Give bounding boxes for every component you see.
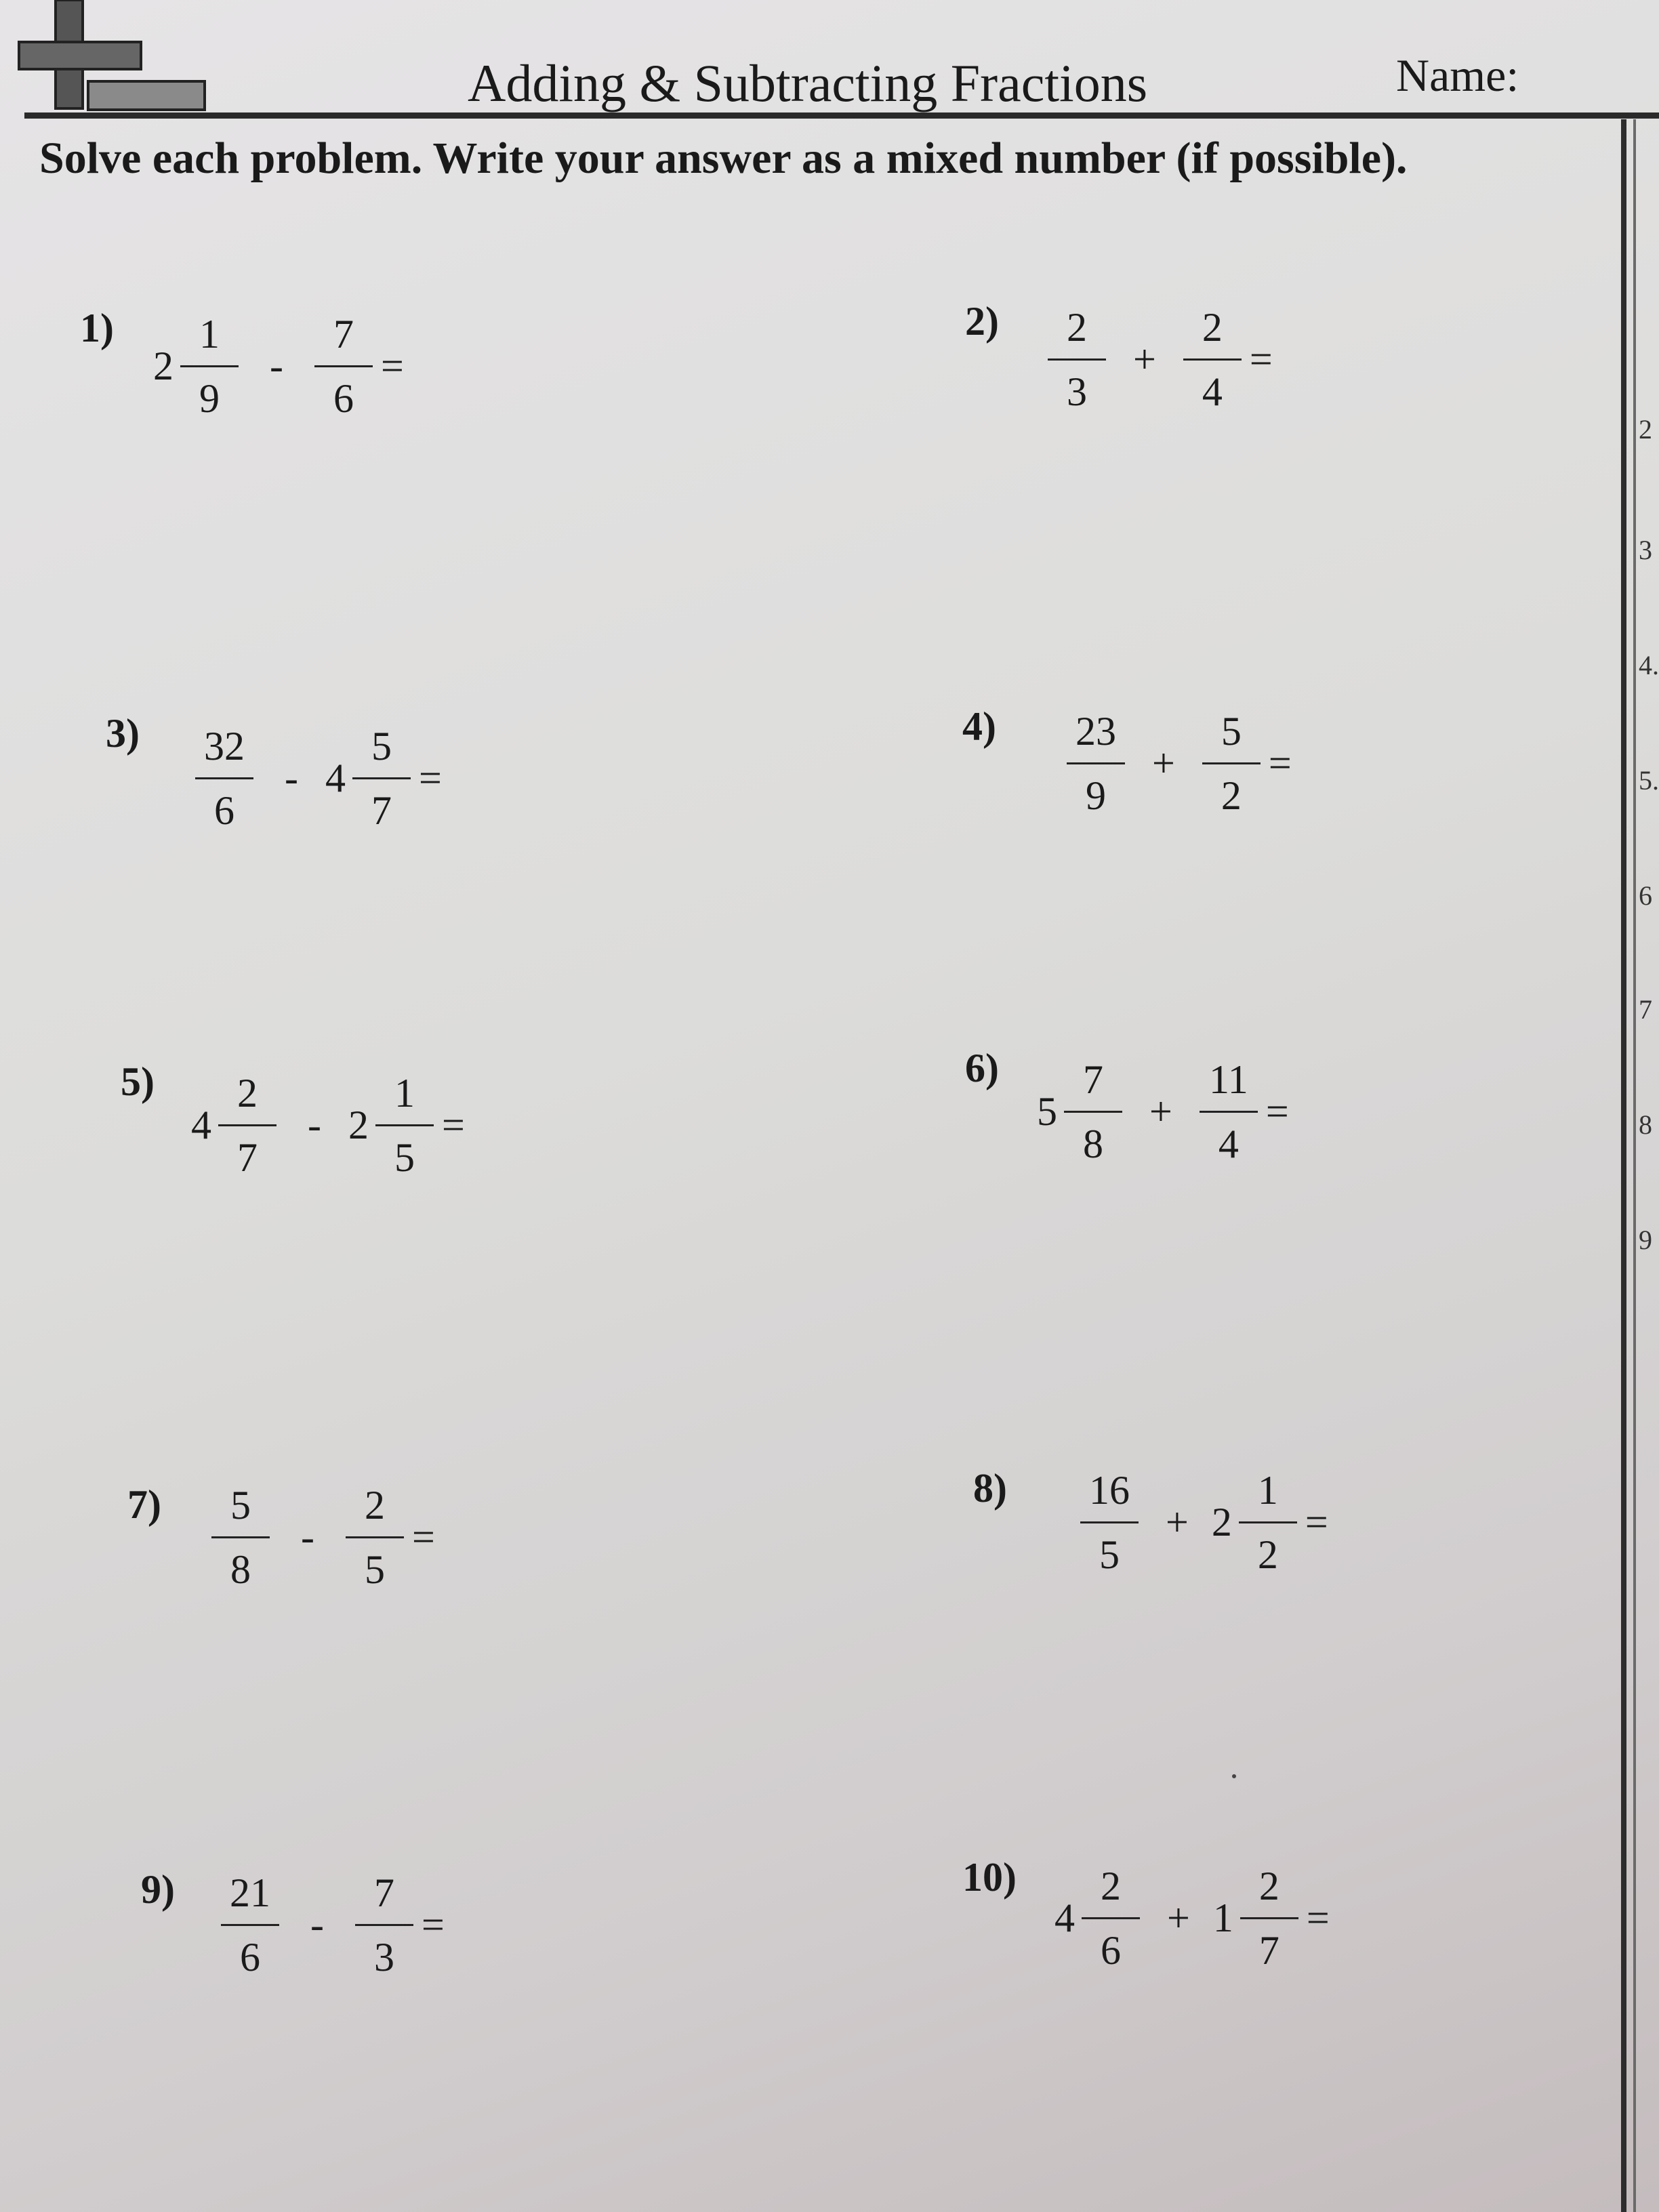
numerator: 2 [1067,304,1087,350]
fraction [1195,1059,1262,1164]
denominator: 6 [333,375,354,421]
denominator: 8 [230,1547,251,1592]
problem-expression [207,1469,435,1605]
problem-number: 3) [106,711,140,756]
whole-number: 4 [325,755,346,800]
numerator: 7 [1083,1057,1103,1102]
problem-number: 1) [80,306,114,350]
denominator: 7 [1258,1927,1279,1973]
equals-sign: = [1249,336,1273,382]
denominator: 4 [1202,369,1223,414]
whole-number: 4 [191,1102,211,1147]
whole-number: 1 [1212,1895,1233,1940]
numerator: 7 [373,1870,394,1915]
numerator: 7 [333,311,354,356]
minus-sign: - [270,343,283,388]
answer-column-border-inner [1633,119,1636,2212]
fraction [342,1482,408,1592]
problem-number: 6) [965,1046,999,1090]
answer-key-number: 5. [1639,765,1659,796]
minus-sign: - [310,1902,324,1947]
problem-number: 9) [141,1867,175,1912]
minus-sign: - [301,1514,314,1559]
numerator: 16 [1089,1467,1130,1513]
fraction [348,723,415,833]
equals-sign: = [1265,1088,1289,1134]
answer-key-number: 2 [1639,414,1652,445]
problem-expression [1044,291,1273,427]
answer-key-number: 6 [1639,880,1652,911]
denominator: 5 [1099,1532,1120,1577]
denominator: 7 [371,787,392,833]
plus-sign: + [1152,740,1175,785]
minus-sign: - [285,755,298,800]
denominator: 4 [1218,1121,1239,1166]
instructions: Solve each problem. Write your answer as a mixed number (if possible). [39,134,1408,183]
problem-number: 7) [127,1482,161,1527]
whole-number: 5 [1037,1088,1057,1134]
problem-expression [1076,1454,1328,1590]
plus-sign: + [1167,1895,1190,1940]
problem-number: 10) [962,1855,1017,1900]
denominator: 5 [394,1134,415,1180]
numerator: 2 [237,1070,258,1115]
plus-sign: + [1166,1499,1189,1544]
equals-sign: = [1305,1499,1328,1544]
answer-key-number: 3 [1639,535,1652,565]
denominator: 6 [214,787,234,833]
fraction [310,311,377,421]
equals-sign: = [441,1102,465,1147]
whole-number: 2 [153,343,173,388]
problem-number: 8) [973,1466,1007,1511]
numerator: 23 [1076,708,1116,754]
answer-column-border [1621,119,1626,2212]
fraction [176,311,243,421]
fraction [371,1070,438,1180]
minus-sign: - [308,1102,321,1147]
fraction [1235,1467,1301,1577]
equals-sign: = [418,755,442,800]
numerator: 11 [1208,1057,1248,1102]
answer-key-number: 8 [1639,1109,1652,1140]
problem-number: 4) [962,704,996,749]
problem-expression [1054,1850,1330,1986]
fraction [207,1482,274,1592]
denominator: 3 [373,1934,394,1980]
fraction [1076,1467,1143,1577]
page-title: Adding & Subtracting Fractions [468,54,1148,112]
equals-sign: = [1268,740,1292,785]
fraction [191,723,258,833]
whole-number: 2 [1211,1499,1232,1544]
numerator: 1 [1257,1467,1278,1513]
problem-expression [153,298,404,434]
numerator: 5 [1221,708,1242,754]
equals-sign: = [1306,1895,1330,1940]
fraction [1236,1863,1303,1973]
problem-expression [217,1857,445,1992]
denominator: 2 [1257,1532,1278,1577]
numerator: 21 [230,1870,270,1915]
denominator: 6 [1101,1927,1121,1973]
denominator: 8 [1083,1121,1103,1166]
fraction [1078,1863,1144,1973]
fraction [351,1872,417,1978]
fraction [1198,708,1265,818]
problem-expression [1037,1044,1289,1179]
numerator: 2 [364,1482,385,1528]
denominator: 7 [237,1134,258,1180]
numerator: 32 [204,723,245,769]
numerator: 1 [199,311,220,356]
numerator: 5 [230,1482,251,1528]
answer-key-number: 4. [1639,650,1659,680]
problem-expression [191,710,442,846]
fraction [1179,304,1246,414]
plus-sign: + [1149,1088,1172,1134]
whole-number: 4 [1054,1895,1075,1940]
equals-sign: = [380,343,404,388]
numerator: 2 [1258,1863,1279,1908]
denominator: 6 [240,1934,260,1980]
denominator: 9 [1086,773,1106,818]
whole-number: 2 [348,1102,369,1147]
fraction [1063,708,1129,818]
fraction [217,1872,283,1978]
numerator: 2 [1202,304,1223,350]
denominator: 2 [1221,773,1242,818]
answer-key-number: 7 [1639,994,1652,1025]
fraction [1044,304,1110,414]
denominator: 3 [1067,369,1087,414]
fraction [214,1070,281,1180]
plus-sign: + [1133,336,1156,382]
numerator: 2 [1101,1863,1121,1908]
denominator: 9 [199,375,220,421]
numerator: 1 [394,1070,415,1115]
problem-expression [1063,695,1292,831]
fraction [1060,1059,1126,1164]
name-label: Name: [1396,49,1519,101]
problem-expression [191,1057,465,1193]
equals-sign: = [421,1902,445,1947]
numerator: 5 [371,723,392,769]
problem-number: 2) [965,299,999,344]
problem-number: 5) [121,1059,155,1104]
header-divider [24,112,1659,119]
equals-sign: = [411,1514,435,1559]
denominator: 5 [364,1547,385,1592]
answer-key-number: 9 [1639,1225,1652,1255]
speck [1232,1774,1236,1778]
plus-minus-logo-icon [14,0,210,115]
